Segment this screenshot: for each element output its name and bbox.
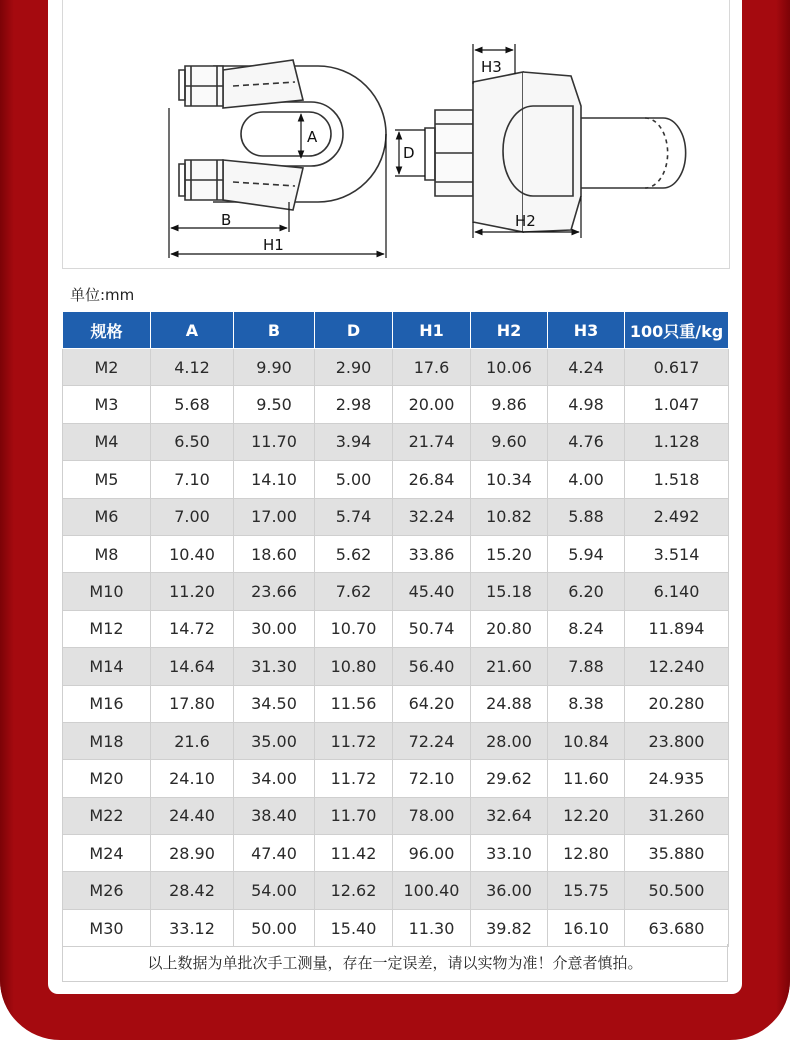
cell-h1: 45.40 <box>393 573 471 610</box>
cell-h3: 16.10 <box>548 909 625 946</box>
saddle-bottom <box>223 160 303 210</box>
cell-b: 9.90 <box>234 349 315 386</box>
cell-a: 28.90 <box>151 835 234 872</box>
cell-h3: 8.38 <box>548 685 625 722</box>
cell-b: 11.70 <box>234 423 315 460</box>
label-h3: H3 <box>481 58 502 76</box>
cell-a: 33.12 <box>151 909 234 946</box>
bolt-shank <box>581 118 686 188</box>
unit-label: 单位:mm <box>70 286 135 304</box>
cell-h3: 5.94 <box>548 535 625 572</box>
cell-h2: 15.18 <box>471 573 548 610</box>
cell-d: 11.72 <box>315 760 393 797</box>
cell-spec: M10 <box>63 573 151 610</box>
cell-b: 30.00 <box>234 610 315 647</box>
cell-d: 5.62 <box>315 535 393 572</box>
cell-b: 50.00 <box>234 909 315 946</box>
cell-weight: 35.880 <box>625 835 729 872</box>
cell-spec: M14 <box>63 648 151 685</box>
cell-a: 6.50 <box>151 423 234 460</box>
cell-h1: 20.00 <box>393 386 471 423</box>
cell-h2: 15.20 <box>471 535 548 572</box>
cell-weight: 6.140 <box>625 573 729 610</box>
cell-h1: 33.86 <box>393 535 471 572</box>
content-card <box>48 0 742 994</box>
cell-b: 54.00 <box>234 872 315 909</box>
cell-b: 34.50 <box>234 685 315 722</box>
table-body <box>63 349 729 947</box>
cell-b: 17.00 <box>234 498 315 535</box>
cell-spec: M3 <box>63 386 151 423</box>
table-row <box>63 573 729 610</box>
label-h2: H2 <box>515 212 536 230</box>
cell-h2: 36.00 <box>471 872 548 909</box>
cell-d: 10.80 <box>315 648 393 685</box>
cell-a: 4.12 <box>151 349 234 386</box>
table-row <box>63 423 729 460</box>
header-spec: 规格 <box>63 312 151 349</box>
cell-h2: 32.64 <box>471 797 548 834</box>
header-a: A <box>151 312 234 349</box>
cell-b: 9.50 <box>234 386 315 423</box>
cell-d: 2.98 <box>315 386 393 423</box>
cell-h3: 4.98 <box>548 386 625 423</box>
cell-spec: M8 <box>63 535 151 572</box>
table-row <box>63 872 729 909</box>
table-row <box>63 610 729 647</box>
cell-weight: 3.514 <box>625 535 729 572</box>
cell-h2: 9.60 <box>471 423 548 460</box>
table-row <box>63 535 729 572</box>
cell-weight: 1.518 <box>625 461 729 498</box>
cell-h1: 96.00 <box>393 835 471 872</box>
label-b: B <box>221 211 232 229</box>
cell-h1: 50.74 <box>393 610 471 647</box>
header-h2: H2 <box>471 312 548 349</box>
cell-h1: 64.20 <box>393 685 471 722</box>
cell-weight: 11.894 <box>625 610 729 647</box>
cell-h1: 11.30 <box>393 909 471 946</box>
table-row <box>63 685 729 722</box>
cell-h1: 26.84 <box>393 461 471 498</box>
header-weight: 100只重/kg <box>625 312 729 349</box>
cell-spec: M26 <box>63 872 151 909</box>
cell-b: 31.30 <box>234 648 315 685</box>
label-a: A <box>307 128 318 146</box>
cell-h1: 72.24 <box>393 722 471 759</box>
cell-spec: M22 <box>63 797 151 834</box>
table-row <box>63 349 729 386</box>
cell-h2: 28.00 <box>471 722 548 759</box>
cell-spec: M16 <box>63 685 151 722</box>
cell-b: 47.40 <box>234 835 315 872</box>
cell-h1: 78.00 <box>393 797 471 834</box>
table-row <box>63 648 729 685</box>
wire-clip-diagram <box>63 0 729 268</box>
header-h3: H3 <box>548 312 625 349</box>
cell-d: 11.42 <box>315 835 393 872</box>
cell-d: 11.72 <box>315 722 393 759</box>
cell-h3: 8.24 <box>548 610 625 647</box>
cell-a: 11.20 <box>151 573 234 610</box>
label-h1: H1 <box>263 236 284 254</box>
header-b: B <box>234 312 315 349</box>
table-row <box>63 797 729 834</box>
cell-spec: M6 <box>63 498 151 535</box>
cell-d: 3.94 <box>315 423 393 460</box>
cell-spec: M18 <box>63 722 151 759</box>
cell-h2: 10.34 <box>471 461 548 498</box>
cell-weight: 1.128 <box>625 423 729 460</box>
cell-weight: 0.617 <box>625 349 729 386</box>
table-header-row <box>63 312 729 349</box>
cell-spec: M2 <box>63 349 151 386</box>
table-row <box>63 835 729 872</box>
cell-d: 2.90 <box>315 349 393 386</box>
cell-d: 12.62 <box>315 872 393 909</box>
cell-h3: 7.88 <box>548 648 625 685</box>
cell-h3: 6.20 <box>548 573 625 610</box>
u-bolt-inner-hole <box>241 112 331 156</box>
cell-a: 5.68 <box>151 386 234 423</box>
cell-a: 7.10 <box>151 461 234 498</box>
cell-h2: 21.60 <box>471 648 548 685</box>
cell-h1: 17.6 <box>393 349 471 386</box>
cell-d: 10.70 <box>315 610 393 647</box>
cell-d: 11.56 <box>315 685 393 722</box>
cell-spec: M30 <box>63 909 151 946</box>
cell-h2: 20.80 <box>471 610 548 647</box>
cell-d: 7.62 <box>315 573 393 610</box>
cell-b: 18.60 <box>234 535 315 572</box>
saddle-side <box>473 72 523 232</box>
cell-weight: 12.240 <box>625 648 729 685</box>
cell-h1: 21.74 <box>393 423 471 460</box>
cell-a: 14.64 <box>151 648 234 685</box>
cell-h2: 9.86 <box>471 386 548 423</box>
cell-b: 38.40 <box>234 797 315 834</box>
cell-h2: 29.62 <box>471 760 548 797</box>
cell-a: 7.00 <box>151 498 234 535</box>
disclaimer-note: 以上数据为单批次手工测量，存在一定误差，请以实物为准！介意者慎拍。 <box>62 944 728 982</box>
header-h1: H1 <box>393 312 471 349</box>
cell-h1: 56.40 <box>393 648 471 685</box>
cell-b: 34.00 <box>234 760 315 797</box>
cell-weight: 2.492 <box>625 498 729 535</box>
label-d: D <box>403 144 415 162</box>
table-row <box>63 498 729 535</box>
cell-h3: 10.84 <box>548 722 625 759</box>
cell-spec: M20 <box>63 760 151 797</box>
cell-h3: 4.24 <box>548 349 625 386</box>
table-row <box>63 722 729 759</box>
cell-h3: 15.75 <box>548 872 625 909</box>
cell-h1: 100.40 <box>393 872 471 909</box>
cell-spec: M12 <box>63 610 151 647</box>
cell-a: 21.6 <box>151 722 234 759</box>
cell-h3: 4.00 <box>548 461 625 498</box>
cell-weight: 1.047 <box>625 386 729 423</box>
cell-d: 5.74 <box>315 498 393 535</box>
cell-a: 28.42 <box>151 872 234 909</box>
cell-h2: 33.10 <box>471 835 548 872</box>
cell-h2: 39.82 <box>471 909 548 946</box>
table-row <box>63 461 729 498</box>
cell-h1: 72.10 <box>393 760 471 797</box>
cell-h2: 10.82 <box>471 498 548 535</box>
cell-b: 14.10 <box>234 461 315 498</box>
cell-a: 14.72 <box>151 610 234 647</box>
cell-h3: 12.20 <box>548 797 625 834</box>
cell-weight: 63.680 <box>625 909 729 946</box>
cell-d: 5.00 <box>315 461 393 498</box>
cell-weight: 20.280 <box>625 685 729 722</box>
cell-spec: M4 <box>63 423 151 460</box>
cell-b: 35.00 <box>234 722 315 759</box>
cell-weight: 31.260 <box>625 797 729 834</box>
cell-weight: 50.500 <box>625 872 729 909</box>
cell-a: 10.40 <box>151 535 234 572</box>
cell-d: 15.40 <box>315 909 393 946</box>
cell-a: 24.40 <box>151 797 234 834</box>
cell-h3: 4.76 <box>548 423 625 460</box>
cell-h1: 32.24 <box>393 498 471 535</box>
spec-table <box>62 311 729 947</box>
cell-weight: 24.935 <box>625 760 729 797</box>
table-row <box>63 386 729 423</box>
cell-a: 17.80 <box>151 685 234 722</box>
table-row <box>63 760 729 797</box>
technical-drawing <box>62 0 730 269</box>
cell-d: 11.70 <box>315 797 393 834</box>
cell-a: 24.10 <box>151 760 234 797</box>
cell-h3: 5.88 <box>548 498 625 535</box>
cell-h2: 10.06 <box>471 349 548 386</box>
cell-h2: 24.88 <box>471 685 548 722</box>
cell-b: 23.66 <box>234 573 315 610</box>
cell-weight: 23.800 <box>625 722 729 759</box>
table-row <box>63 909 729 946</box>
cell-spec: M5 <box>63 461 151 498</box>
header-d: D <box>315 312 393 349</box>
cell-h3: 11.60 <box>548 760 625 797</box>
cell-h3: 12.80 <box>548 835 625 872</box>
cell-spec: M24 <box>63 835 151 872</box>
